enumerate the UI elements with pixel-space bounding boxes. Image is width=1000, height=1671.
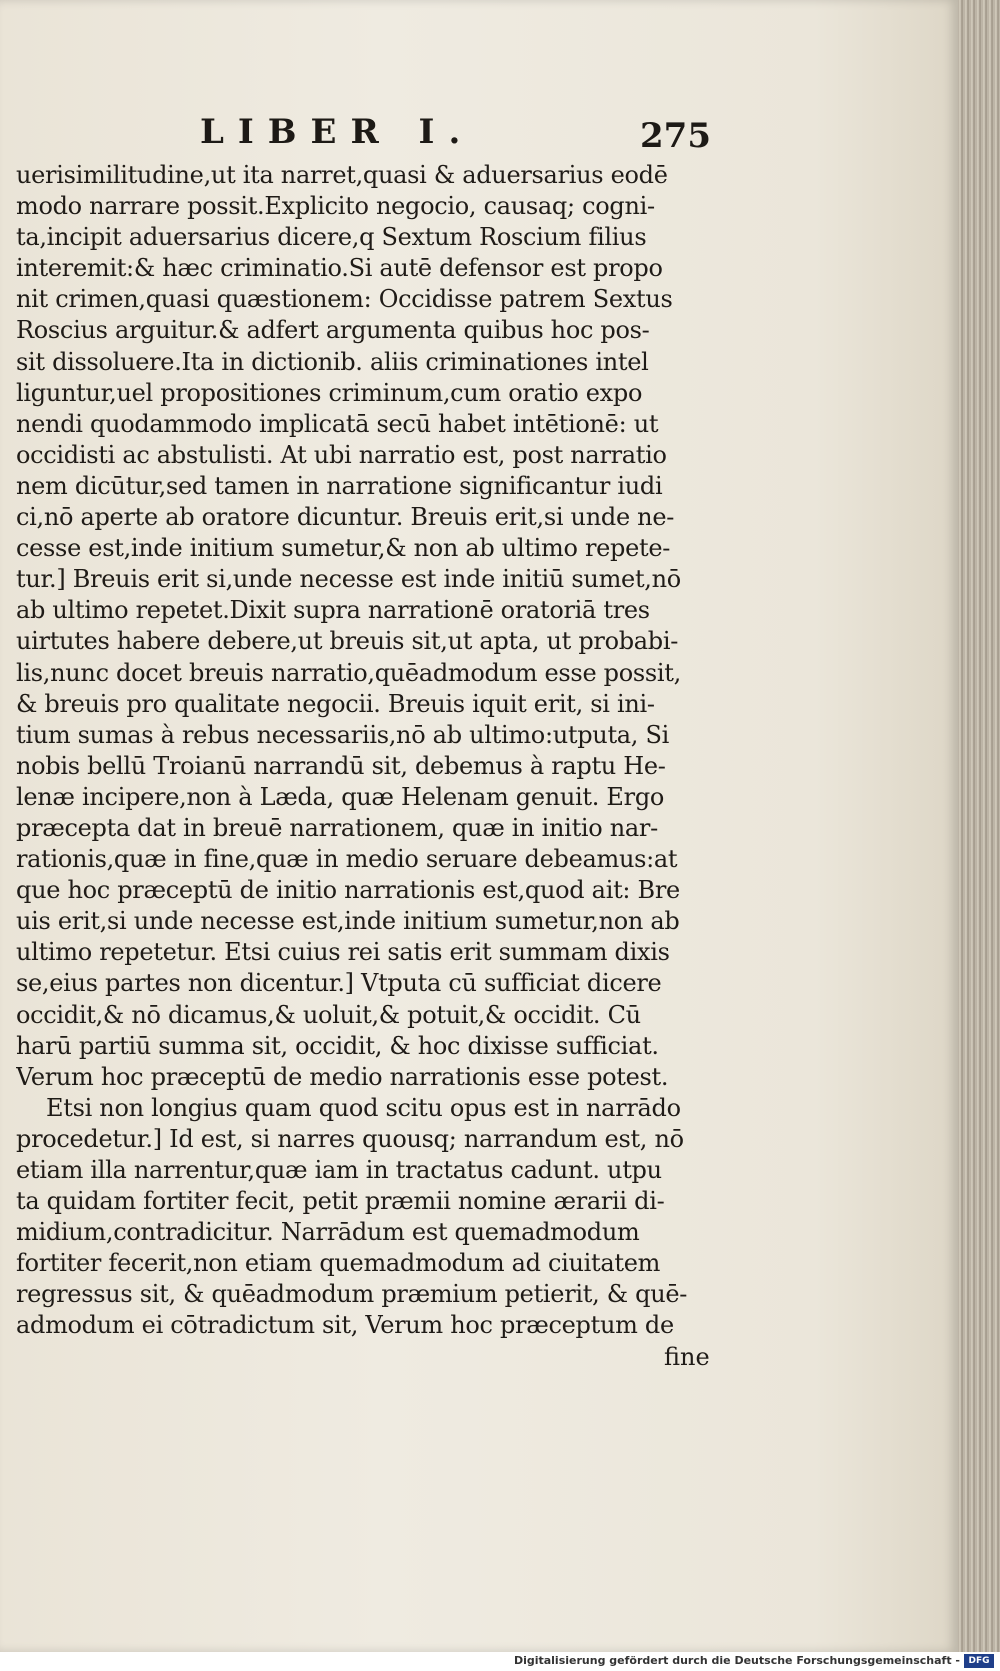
text-line: regressus sit, & quēadmodum præmium petierit, & quē- [16, 1280, 688, 1309]
text-line: procedetur.] Id est, si narres quousq; narrandum est, nō [16, 1124, 684, 1153]
text-line: Roscius arguitur.& adfert argumenta quibus hoc pos- [16, 316, 650, 345]
text-line: nit crimen,quasi quæstionem: Occidisse patrem Sextus [16, 285, 673, 314]
text-line: Verum hoc præceptū de medio narrationis esse potest. [16, 1062, 669, 1091]
footer-credit: Digitalisierung gefördert durch die Deutsche Forschungsgemeinschaft - [513, 1654, 960, 1667]
text-line: sit dissoluere.Ita in dictionib. aliis criminationes intel [16, 347, 649, 376]
text-line: midium,contradicitur. Narrādum est quemadmodum [16, 1218, 640, 1247]
text-line: ab ultimo repetet.Dixit supra narrationē oratoriā tres [16, 596, 650, 625]
text-line: nem dicūtur,sed tamen in narratione significantur iudi [16, 471, 663, 500]
text-line: liguntur,uel propositiones criminum,cum oratio expo [16, 378, 643, 407]
digitization-footer [0, 1652, 1000, 1671]
text-line: nobis bellū Troianū narrandū sit, debemus à raptu He- [16, 751, 666, 780]
text-line: rationis,quæ in fine,quæ in medio seruare debeamus:at [16, 845, 678, 874]
text-line: que hoc præceptū de initio narrationis est,quod ait: Bre [16, 876, 680, 905]
text-line: ultimo repetetur. Etsi cuius rei satis erit summam dixis [16, 938, 670, 967]
running-head-title: LIBER I. [200, 112, 475, 152]
text-line: ci,nō aperte ab oratore dicuntur. Breuis erit,si unde ne- [16, 503, 675, 532]
text-line: nendi quodammodo implicatā secū habet intētionē: ut [16, 409, 659, 438]
text-line: etiam illa narrentur,quæ iam in tractatus cadunt. utpu [16, 1156, 662, 1184]
text-line: Etsi non longius quam quod scitu opus est in narrādo [46, 1093, 681, 1122]
text-line: interemit:& hæc criminatio.Si autē defensor est propo [16, 254, 663, 283]
page-number: 275 [640, 116, 711, 156]
text-line: cesse est,inde initium sumetur,& non ab ultimo repete- [16, 534, 671, 563]
text-line: harū partiū summa sit, occidit, & hoc dixisse sufficiat. [16, 1031, 659, 1060]
text-line: tur.] Breuis erit si,unde necesse est inde initiū sumet,nō [16, 565, 681, 594]
text-line: fortiter fecerit,non etiam quemadmodum ad ciuitatem [16, 1249, 661, 1278]
text-line: lenæ incipere,non à Læda, quæ Helenam genuit. Ergo [16, 782, 665, 811]
text-line: & breuis pro qualitate negocii. Breuis iquit erit, si ini- [16, 689, 655, 718]
text-line: præcepta dat in breuē narrationem, quæ in initio nar- [16, 813, 658, 842]
text-line: ta quidam fortiter fecit, petit præmii nomine ærarii di- [16, 1187, 665, 1216]
text-line: se,eius partes non dicentur.] Vtputa cū sufficiat dicere [16, 969, 662, 998]
catchword: fine [664, 1343, 710, 1371]
text-line: uis erit,si unde necesse est,inde initium sumetur,non ab [16, 907, 680, 936]
text-line: tium sumas à rebus necessariis,nō ab ultimo:utputa, Si [16, 720, 669, 749]
text-line: uerisimilitudine,ut ita narret,quasi & aduersarius eodē [16, 161, 668, 189]
text-line: ta,incipit aduersarius dicere,q Sextum Roscium filius [16, 223, 647, 252]
text-line: admodum ei cōtradictum sit, Verum hoc præceptum de [16, 1311, 674, 1340]
body-text [16, 160, 741, 1342]
text-line: occidisti ac abstulisti. At ubi narratio est, post narratio [16, 440, 667, 469]
text-line: occidit,& nō dicamus,& uoluit,& potuit,& occidit. Cū [16, 1000, 641, 1029]
text-line: modo narrare possit.Explicito negocio, causaq; cogni- [16, 192, 655, 221]
page-edge [958, 0, 1000, 1652]
text-line: lis,nunc docet breuis narratio,quēadmodum esse possit, [16, 658, 681, 687]
running-head [0, 112, 958, 162]
text-line: uirtutes habere debere,ut breuis sit,ut apta, ut probabi- [16, 627, 679, 656]
dfg-logo: DFG [964, 1654, 994, 1668]
